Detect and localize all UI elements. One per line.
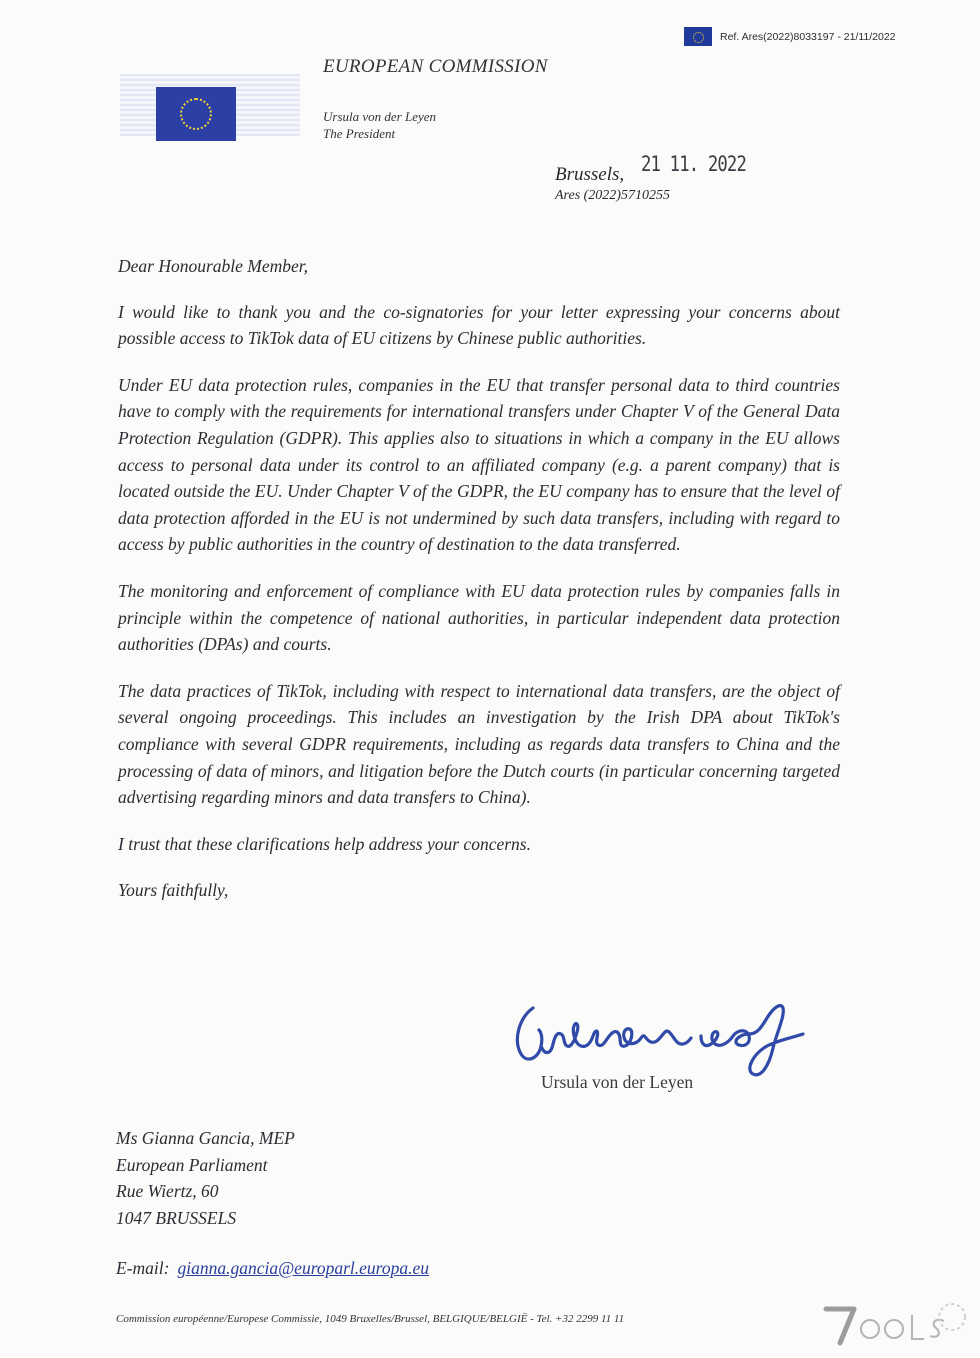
signature-name: Ursula von der Leyen <box>541 1072 694 1092</box>
recipient-name: Ms Gianna Gancia, MEP <box>116 1128 295 1148</box>
date-stamp: 21 11. 2022 <box>641 152 747 176</box>
place: Brussels, <box>555 164 625 185</box>
recipient-city: 1047 BRUSSELS <box>116 1207 237 1228</box>
closing: Yours faithfully, <box>118 880 229 901</box>
reference-line <box>684 27 896 46</box>
paragraph: I would like to thank you and the co-signatories for your letter expressing your concerns about possible access to TikTok data of EU citizens by Chinese public authorities. <box>118 301 840 349</box>
email-label: E-mail: <box>116 1258 170 1278</box>
salutation: Dear Honourable Member, <box>118 256 309 276</box>
recipient-address <box>116 1125 295 1231</box>
commission-logo <box>120 56 300 146</box>
email-link[interactable]: gianna.gancia@europarl.europa.eu <box>177 1258 429 1278</box>
eu-flag-icon <box>156 87 236 141</box>
sender-title: The President <box>323 126 396 141</box>
watermark-logo <box>820 1299 970 1347</box>
letter-body <box>118 253 840 924</box>
footer-address: Commission européenne/Europese Commissie, 1049 Bruxelles/Brussel, BELGIQUE/BELGIË - Tel. +32 2299 11 11 <box>116 1313 625 1325</box>
recipient-street: Rue Wiertz, 60 <box>116 1181 219 1201</box>
paragraph: The monitoring and enforcement of compliance with EU data protection rules by companies falls in principle within the competence of national authorities, in particular independent data protection authorities (DPAs) and courts. <box>118 580 840 655</box>
recipient-institution: European Parliament <box>116 1154 268 1175</box>
paragraph: Under EU data protection rules, companies in the EU that transfer personal data to third countries have to comply with the requirements for international transfers under Chapter V of the General Data Protection Regulation (GDPR). This applies also to situations in which a company in the EU allows access to personal data under its control to an affiliated company (e.g. a parent company) that is located outside the EU. Under Chapter V of the GDPR, the EU company has to ensure that the level of data protection afforded in the EU is not undermined by such data transfers, including with regard to access by public authorities in the country of destination to the data transferred. <box>118 374 840 555</box>
sender-name: Ursula von der Leyen <box>323 109 437 124</box>
paragraph: I trust that these clarifications help address your concerns. <box>118 833 531 854</box>
handwritten-signature <box>505 988 825 1083</box>
ares-number: Ares (2022)5710255 <box>555 188 670 203</box>
email-line <box>116 1258 429 1279</box>
eu-flag-icon <box>684 27 712 46</box>
organization-name: EUROPEAN COMMISSION <box>323 56 548 77</box>
reference-text: Ref. Ares(2022)8033197 - 21/11/2022 <box>720 30 896 43</box>
paragraph: The data practices of TikTok, including with respect to international data transfers, are the object of several ongoing proceedings. This includes an investigation by the Irish DPA about TikTok's compliance with several GDPR requirements, including as regards data transfers to China and the processing of data of minors, and litigation before the Dutch courts (in particular concerning targeted advertising regarding minors and data transfers to China). <box>118 680 840 808</box>
